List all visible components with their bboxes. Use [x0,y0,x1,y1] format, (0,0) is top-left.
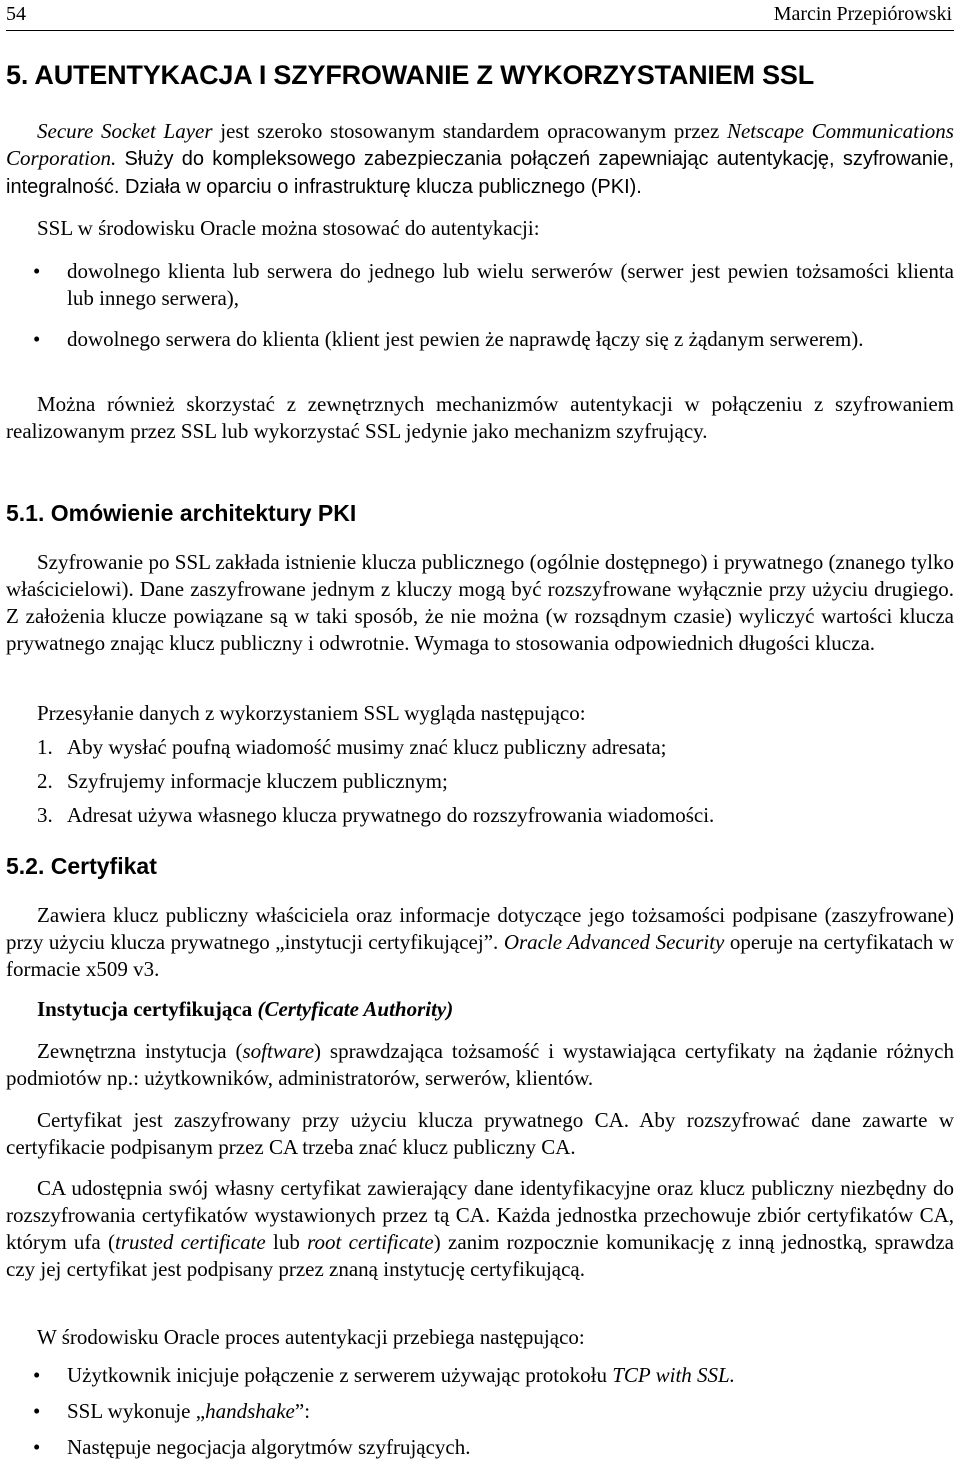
section-5-2-paragraph-5: W środowisku Oracle proces autentykacji przebiega następująco: [37,1325,585,1349]
list-item: • dowolnego klienta lub serwera do jednego lub wielu serwerów (serwer jest pewien tożsamości klienta lub innego serwera), [33,259,954,310]
term-netscape: Netscape Communications Corporation. [6,119,954,170]
list-item: • dowolnego serwera do klienta (klient jest pewien że naprawdę łączy się z żądanym serwerem). [33,327,864,351]
section-5-2-heading: 5.2. Certyfikat [6,853,157,879]
term-root-certificate: root certificate [307,1230,434,1254]
section-5-1-paragraph-1: Szyfrowanie po SSL zakłada istnienie klucza publicznego (ogólnie dostępnego) i prywatnego (znanego tylko właścicielowi). Dane zaszyfrowane jednym z kluczy mogą być rozszyfrowane wyłącznie przy użyciu drugiego. Z założenia klucze powiązane są w taki sposób, że nie można (w rozsądnym czasie) wyliczyć wartości klucza prywatnego znając klucz publiczny i odwrotnie. Wymaga to stosowania odpowiednich długości klucza. [6,550,954,655]
bullet-icon: • [33,1399,41,1423]
bullet-icon: • [33,259,41,283]
section-5-2-paragraph-3: Certyfikat jest zaszyfrowany przy użyciu klucza prywatnego CA. Aby rozszyfrować dane zawarte w certyfikacie podpisanym przez CA trzeba znać klucz publiczny CA. [6,1108,954,1159]
term-ssl: Secure Socket Layer [37,119,213,143]
term-trusted-certificate: trusted certificate [115,1230,266,1254]
bullet-icon: • [33,1363,41,1387]
numbered-steps [6,734,954,829]
bullet-icon: • [33,327,41,351]
term-handshake: handshake [205,1399,295,1423]
list-item: • SSL wykonuje „handshake”: [33,1399,311,1423]
auth-process-list [6,1362,954,1461]
list-item: • Następuje negocjacja algorytmów szyfrujących. [33,1435,471,1459]
term-tcp-with-ssl: TCP with SSL. [612,1363,735,1387]
term-software: software [242,1039,315,1063]
section-5-1-heading: 5.1. Omówienie architektury PKI [6,500,357,526]
page-header [6,0,954,31]
intro-paragraph-3: Można również skorzystać z zewnętrznych mechanizmów autentykacji w połączeniu z szyfrowaniem realizowanym przez SSL lub wykorzystać SSL jedynie jako mechanizm szyfrujący. [6,392,954,443]
bullet-icon: • [33,1435,41,1459]
list-item: 2. Szyfrujemy informacje kluczem publicznym; [37,769,448,793]
ca-heading: Instytucja certyfikująca (Certyficate Authority) [37,997,454,1021]
intro-paragraph-2: SSL w środowisku Oracle można stosować do autentykacji: [37,216,540,240]
intro-bullet-list [6,258,954,353]
list-item: • Użytkownik inicjuje połączenie z serwerem używając protokołu TCP with SSL. [33,1363,735,1387]
chapter-title: 5. AUTENTYKACJA I SZYFROWANIE Z WYKORZYSTANIEM SSL [6,60,815,90]
list-item: 1. Aby wysłać poufną wiadomość musimy znać klucz publiczny adresata; [37,735,667,759]
section-5-2-paragraph-4: CA udostępnia swój własny certyfikat zawierający dane identyfikacyjne oraz klucz publiczny niezbędny do rozszyfrowania certyfikatów wystawionych przez tą CA. Każda jednostka przechowuje zbiór certyfikatów CA, którym ufa (trusted certificate lub root certificate) zanim rozpocznie komunikację z inną jednostką, sprawdza czy jej certyfikat jest podpisany przez znaną instytucję certyfikującą. [6,1176,954,1281]
section-5-2-paragraph-1: Zawiera klucz publiczny właściciela oraz informacje dotyczące jego tożsamości podpisane (zaszyfrowane) przy użyciu klucza prywatnego „instytucji certyfikującej”. Oracle Advanced Security operuje na certyfikatach w formacie x509 v3. [6,903,954,981]
section-5-1-paragraph-2: Przesyłanie danych z wykorzystaniem SSL wygląda następująco: [37,701,586,725]
intro-paragraph-1: Secure Socket Layer jest szeroko stosowanym standardem opracowanym przez Netscape Communications Corporation. Służy do kompleksowego zabezpieczania połączeń zapewniając autentykację, szyfrowanie, integralność. Działa w oparciu o infrastrukturę klucza publicznego (PKI). [6,119,954,198]
page-number: 54 [6,3,26,25]
section-5-2-paragraph-2: Zewnętrzna instytucja (software) sprawdzająca tożsamość i wystawiająca certyfikaty na żądanie różnych podmiotów np.: użytkowników, administratorów, serwerów, klientów. [6,1039,955,1090]
header-author: Marcin Przepiórowski [773,3,952,25]
term-oas: Oracle Advanced Security [503,930,725,954]
list-item: 3. Adresat używa własnego klucza prywatnego do rozszyfrowania wiadomości. [37,803,715,827]
